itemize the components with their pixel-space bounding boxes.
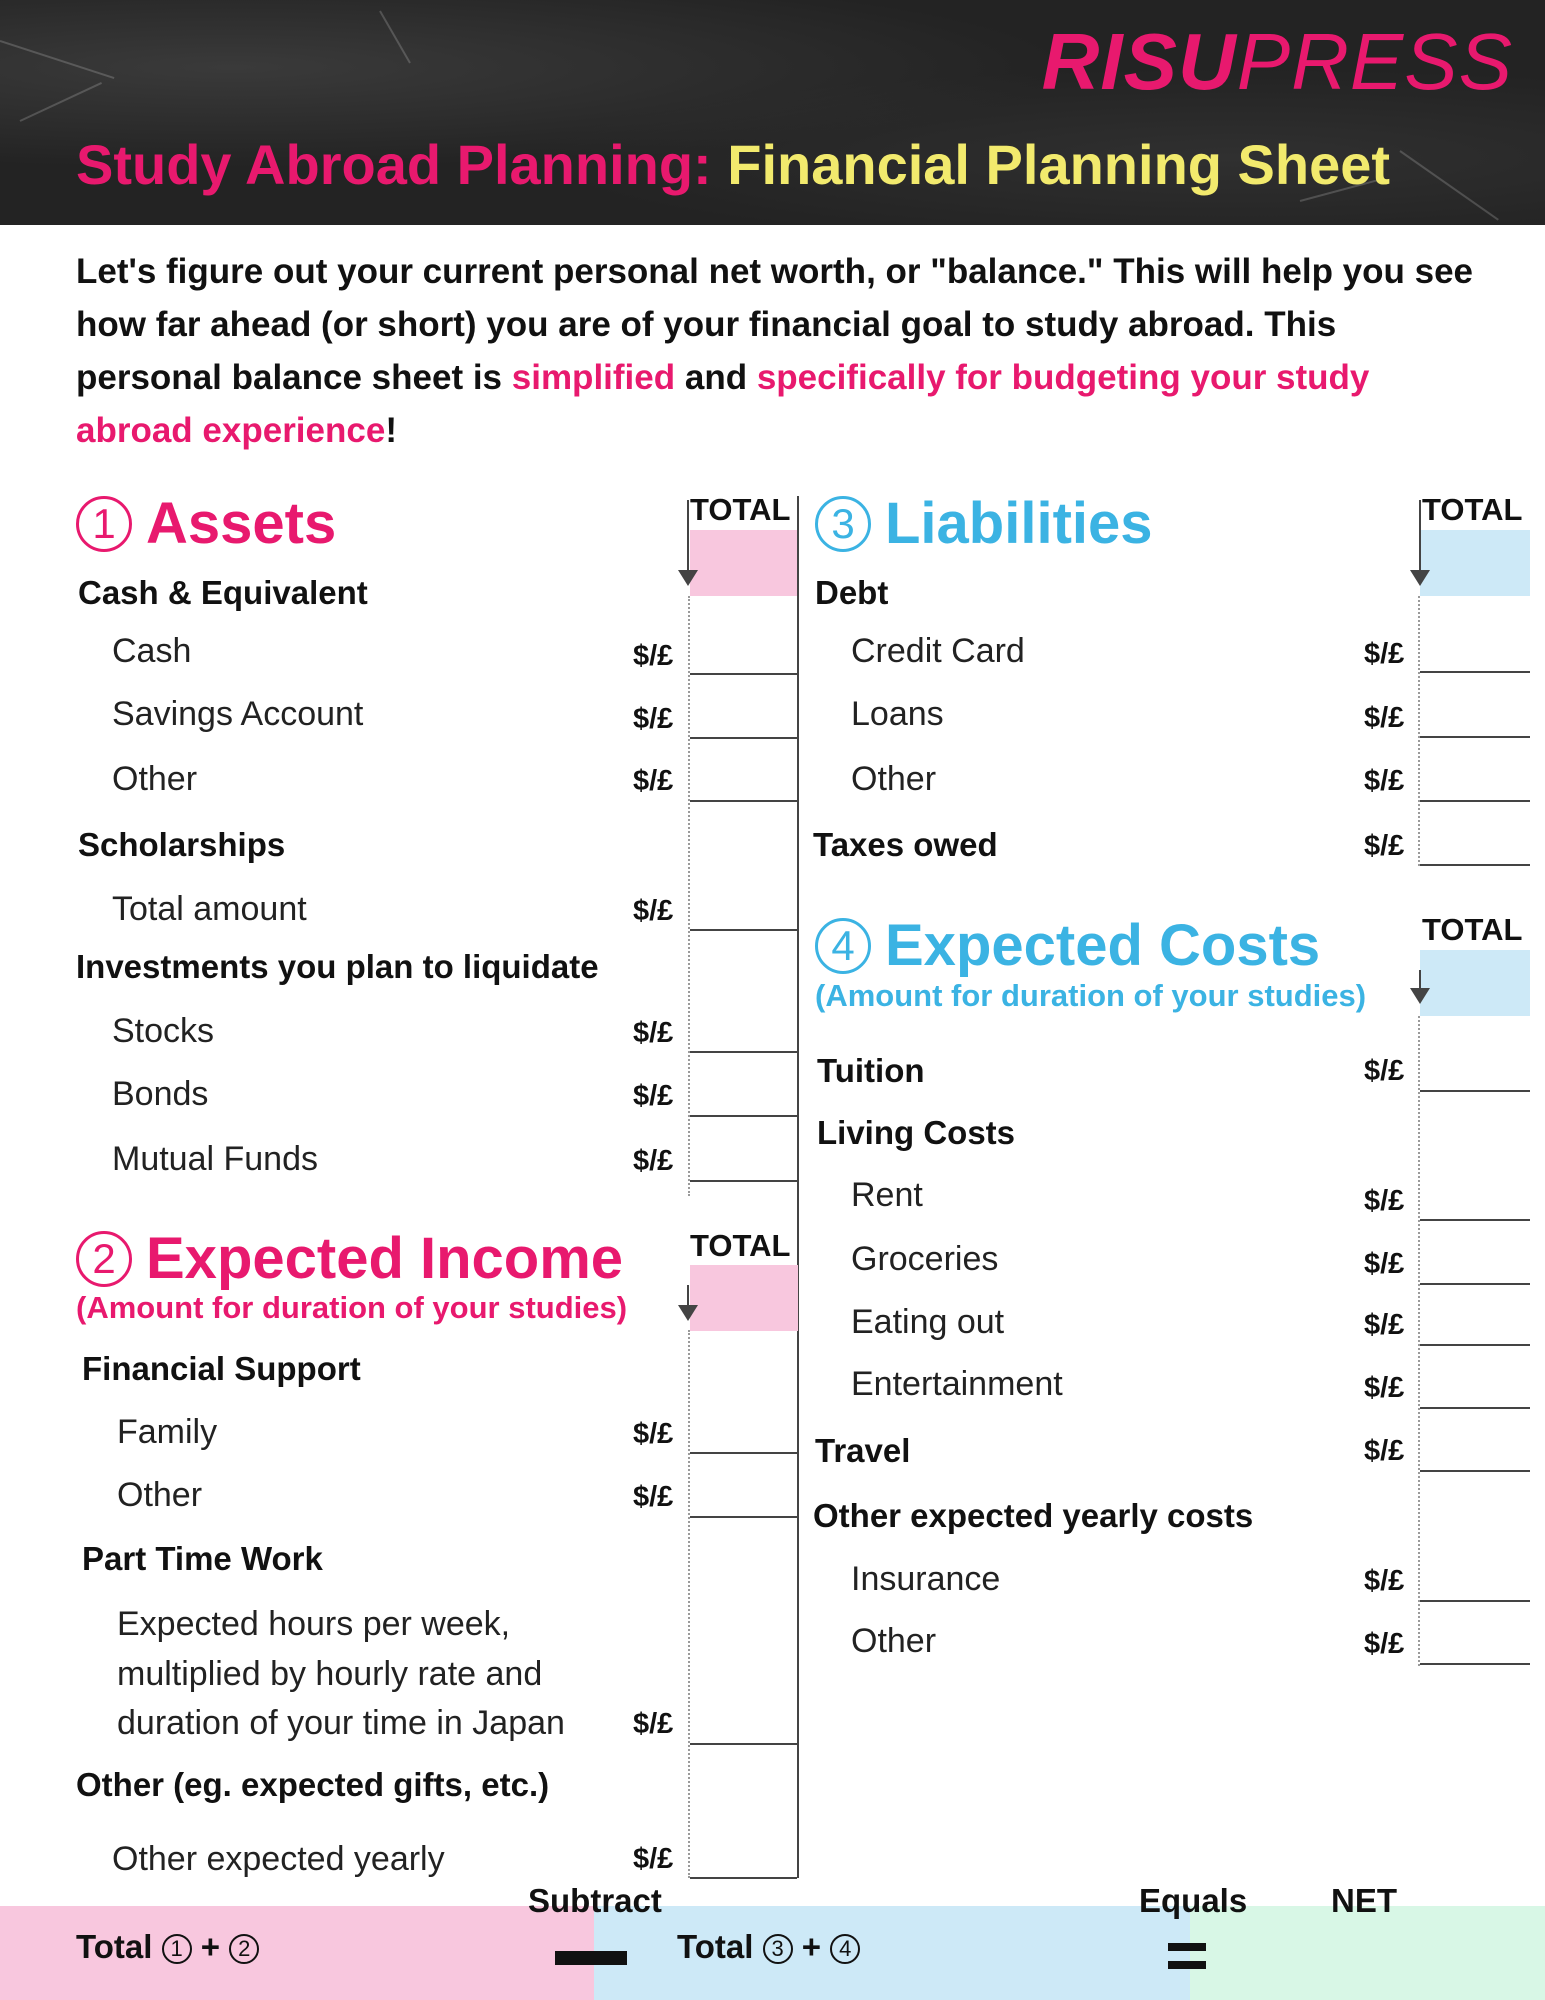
scholarship-total-label: Total amount [112, 890, 307, 928]
page-title-part2: Financial Planning Sheet [727, 133, 1391, 196]
texture-crack [0, 40, 114, 79]
currency-label: $/£ [1364, 765, 1405, 797]
scholarship-input-line[interactable] [690, 929, 797, 931]
costs-other-item-label: Other [851, 1622, 937, 1660]
currency-label: $/£ [633, 1708, 674, 1740]
rent-input-line[interactable] [1420, 1219, 1530, 1221]
down-arrow-icon [1410, 500, 1430, 586]
assets-heading [76, 490, 336, 557]
income-heading [76, 1225, 623, 1292]
debt-other-item-label: Other [851, 760, 937, 798]
income-total-box[interactable] [690, 1265, 798, 1331]
credit-card-input-line[interactable] [1420, 671, 1530, 673]
other-income-category: Other (eg. expected gifts, etc.) [76, 1766, 550, 1803]
liabilities-column-dotted-line [1418, 596, 1420, 866]
assets-total-label: TOTAL [690, 492, 791, 527]
currency-label: $/£ [633, 640, 674, 672]
net-field[interactable] [1190, 1906, 1545, 2000]
entertainment-item-label: Entertainment [851, 1365, 1063, 1403]
currency-label: $/£ [633, 1481, 674, 1513]
currency-label: $/£ [1364, 1565, 1405, 1597]
debt-category: Debt [815, 574, 889, 611]
assets-total-box[interactable] [690, 530, 798, 596]
support-other-input-line[interactable] [690, 1516, 797, 1518]
assets-number-icon: 1 [76, 496, 132, 552]
costs-total-box[interactable] [1420, 950, 1530, 1016]
intro-paragraph [76, 245, 1476, 457]
income-title: Expected Income [146, 1226, 624, 1291]
mutual-funds-item-label: Mutual Funds [112, 1140, 318, 1178]
plus-sign: + [801, 1928, 822, 1965]
total-word: Total [677, 1928, 754, 1965]
income-total-label: TOTAL [690, 1228, 791, 1263]
costs-heading [815, 912, 1320, 979]
intro-highlight-2: specifically for budgeting your study abroad experience [76, 358, 1370, 450]
liabilities-total-label: TOTAL [1422, 492, 1523, 527]
liabilities-heading [815, 490, 1153, 557]
savings-item-label: Savings Account [112, 695, 364, 733]
cash-item-label: Cash [112, 632, 192, 670]
cash-category: Cash & Equivalent [78, 574, 368, 611]
total-1-2-label [76, 1928, 259, 1966]
currency-label: $/£ [1364, 1248, 1405, 1280]
texture-crack [20, 82, 102, 122]
debt-other-input-line[interactable] [1420, 800, 1530, 802]
currency-label: $/£ [633, 895, 674, 927]
work-description-line: duration of your time in Japan [117, 1704, 565, 1742]
currency-label: $/£ [1364, 1185, 1405, 1217]
equals-label: Equals [1139, 1882, 1248, 1919]
equals-icon [1168, 1943, 1206, 1951]
summary-footer [0, 1906, 1545, 2000]
financial-support-category: Financial Support [82, 1350, 361, 1387]
page-title-part1: Study Abroad Planning: [76, 133, 712, 196]
work-description-line: multiplied by hourly rate and [117, 1655, 543, 1693]
circle-1-icon: 1 [162, 1934, 192, 1964]
intro-highlight-1: simplified [511, 358, 676, 397]
costs-number-icon: 4 [815, 918, 871, 974]
living-costs-category: Living Costs [817, 1114, 1016, 1151]
stocks-input-line[interactable] [690, 1051, 797, 1053]
costs-note: (Amount for duration of your studies) [815, 978, 1367, 1013]
liabilities-title: Liabilities [885, 491, 1153, 556]
eating-out-input-line[interactable] [1420, 1344, 1530, 1346]
investments-category: Investments you plan to liquidate [76, 948, 599, 985]
currency-label: $/£ [633, 703, 674, 735]
currency-label: $/£ [633, 1080, 674, 1112]
taxes-input-line[interactable] [1420, 864, 1530, 866]
other-yearly-item-label: Other expected yearly [112, 1840, 445, 1878]
currency-label: $/£ [633, 765, 674, 797]
part-time-work-category: Part Time Work [82, 1540, 323, 1577]
intro-text-2: and [675, 358, 757, 397]
currency-label: $/£ [1364, 1055, 1405, 1087]
minus-icon [555, 1951, 627, 1965]
taxes-owed-category: Taxes owed [813, 826, 998, 863]
equals-icon [1168, 1961, 1206, 1969]
savings-input-line[interactable] [690, 737, 797, 739]
travel-category: Travel [815, 1432, 911, 1469]
scholarships-category: Scholarships [78, 826, 286, 863]
insurance-item-label: Insurance [851, 1560, 1001, 1598]
brand-risu: RISU [1041, 17, 1237, 106]
circle-2-icon: 2 [229, 1934, 259, 1964]
tuition-category: Tuition [817, 1052, 925, 1089]
bonds-input-line[interactable] [690, 1115, 797, 1117]
groceries-item-label: Groceries [851, 1240, 999, 1278]
currency-label: $/£ [633, 1017, 674, 1049]
net-label: NET [1331, 1882, 1397, 1919]
currency-label: $/£ [1364, 1372, 1405, 1404]
insurance-input-line[interactable] [1420, 1600, 1530, 1602]
costs-other-input-line[interactable] [1420, 1663, 1530, 1665]
income-note: (Amount for duration of your studies) [76, 1290, 628, 1325]
loans-item-label: Loans [851, 695, 944, 733]
costs-title: Expected Costs [885, 913, 1321, 978]
currency-label: $/£ [1364, 1309, 1405, 1341]
texture-crack [1399, 150, 1498, 220]
costs-column-dotted-line [1418, 1016, 1420, 1666]
income-number-icon: 2 [76, 1231, 132, 1287]
travel-input-line[interactable] [1420, 1470, 1530, 1472]
currency-label: $/£ [1364, 830, 1405, 862]
circle-3-icon: 3 [763, 1934, 793, 1964]
currency-label: $/£ [633, 1843, 674, 1875]
intro-text-1: Let's figure out your current personal net worth, or "balance." This will help you see how far ahead (or short) you are of your financial goal to study abroad. This personal balance sheet is [76, 252, 1474, 397]
liabilities-number-icon: 3 [815, 496, 871, 552]
rent-item-label: Rent [851, 1176, 923, 1214]
brand-press: PRESS [1236, 17, 1513, 106]
family-input-line[interactable] [690, 1452, 797, 1454]
down-arrow-icon [1410, 970, 1430, 1004]
work-description-line: Expected hours per week, [117, 1605, 511, 1643]
mutual-funds-input-line[interactable] [690, 1180, 797, 1182]
currency-label: $/£ [1364, 1435, 1405, 1467]
cash-input-line[interactable] [690, 673, 797, 675]
costs-total-label: TOTAL [1422, 912, 1523, 947]
stocks-item-label: Stocks [112, 1012, 215, 1050]
currency-label: $/£ [1364, 638, 1405, 670]
eating-out-item-label: Eating out [851, 1303, 1005, 1341]
currency-label: $/£ [1364, 1628, 1405, 1660]
work-input-line[interactable] [690, 1743, 797, 1745]
header-banner [0, 0, 1545, 225]
intro-text-3: ! [385, 411, 397, 450]
column-divider [797, 496, 799, 1878]
cash-other-item-label: Other [112, 760, 198, 798]
other-costs-category: Other expected yearly costs [813, 1497, 1254, 1534]
liabilities-total-box[interactable] [1420, 530, 1530, 596]
tuition-input-line[interactable] [1420, 1090, 1530, 1092]
subtract-label: Subtract [528, 1882, 662, 1919]
currency-label: $/£ [633, 1418, 674, 1450]
page-title [76, 132, 1390, 197]
cash-other-input-line[interactable] [690, 800, 797, 802]
support-other-item-label: Other [117, 1476, 203, 1514]
income-column-dotted-line [688, 1330, 690, 1878]
texture-crack [379, 11, 411, 64]
groceries-input-line[interactable] [1420, 1283, 1530, 1285]
assets-column-dotted-line [688, 596, 690, 1196]
credit-card-item-label: Credit Card [851, 632, 1025, 670]
entertainment-input-line[interactable] [1420, 1407, 1530, 1409]
down-arrow-icon [678, 500, 698, 586]
loans-input-line[interactable] [1420, 736, 1530, 738]
currency-label: $/£ [633, 1145, 674, 1177]
currency-label: $/£ [1364, 702, 1405, 734]
total-3-4-label [677, 1928, 860, 1966]
plus-sign: + [200, 1928, 221, 1965]
circle-4-icon: 4 [830, 1934, 860, 1964]
bonds-item-label: Bonds [112, 1075, 209, 1113]
assets-title: Assets [146, 491, 337, 556]
down-arrow-icon [678, 1285, 698, 1321]
total-word: Total [76, 1928, 153, 1965]
other-yearly-input-line[interactable] [690, 1877, 797, 1879]
family-item-label: Family [117, 1413, 218, 1451]
brand-logo [1041, 17, 1513, 106]
